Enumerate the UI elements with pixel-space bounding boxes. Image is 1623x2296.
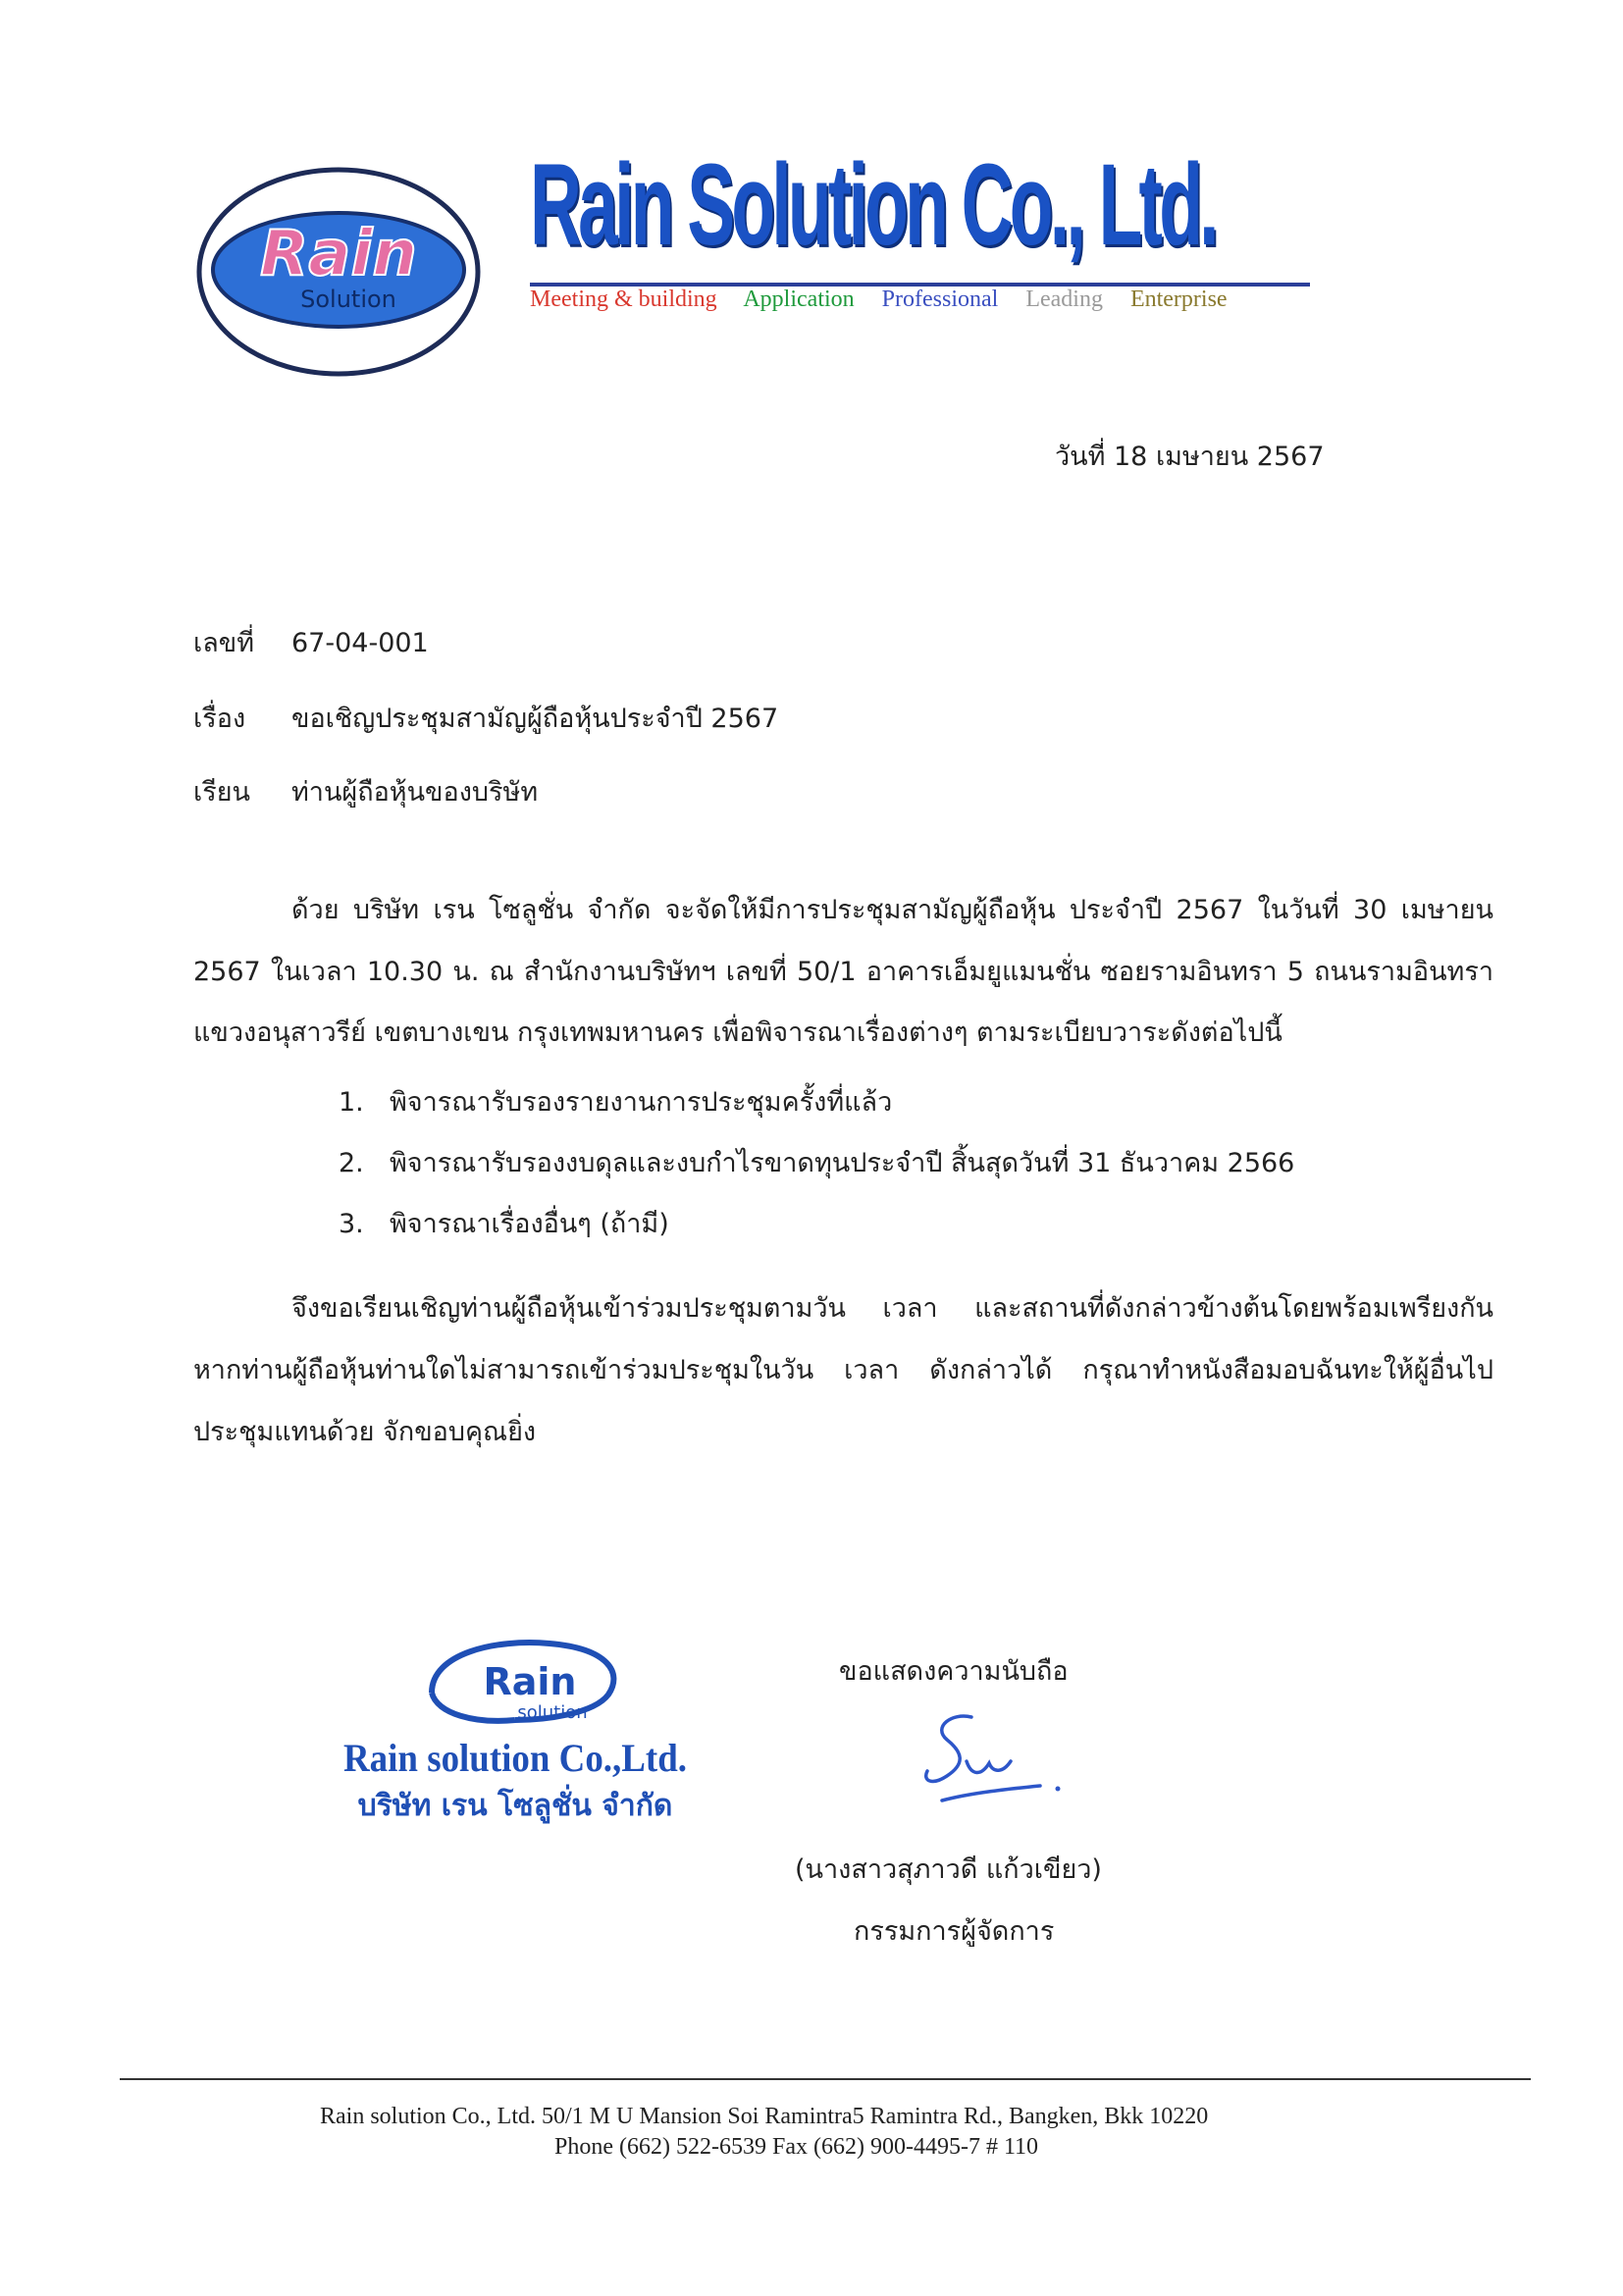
tagline (530, 287, 1249, 313)
agenda-text: พิจารณารับรองรายงานการประชุมครั้งที่แล้ว (390, 1087, 893, 1118)
paragraph1-line: 2567 ในเวลา 10.30 น. ณ สำนักงานบริษัทฯ เลขที่ 50/1 อาคารเอ็มยูแมนชั่น ซอยรามอินทรา 5 ถนนรามอินทรา (193, 957, 1493, 987)
footer-contact: Phone (662) 522-6539 Fax (662) 900-4495-7 # 110 (554, 2134, 1039, 2160)
agenda-text: พิจารณาเรื่องอื่นๆ (ถ้ามี) (390, 1209, 669, 1239)
tagline-item: Professional (881, 287, 999, 312)
tagline-item: Leading (1025, 287, 1103, 312)
logo-subtext: Solution (300, 286, 396, 313)
closing-phrase: ขอแสดงความนับถือ (839, 1656, 1069, 1687)
subject-value: ขอเชิญประชุมสามัญผู้ถือหุ้นประจำปี 2567 (291, 704, 779, 734)
stamp-company-en: Rain solution Co.,Ltd. (343, 1736, 687, 1780)
paragraph2-line: หากท่านผู้ถือหุ้นท่านใดไม่สามารถเข้าร่วมประชุมในวัน เวลา ดังกล่าวได้ กรุณาทำหนังสือมอบฉันทะให้ผู้อื่นไป (193, 1355, 1493, 1385)
signer-name: (นางสาวสุภาวดี แก้วเขียว) (795, 1854, 1102, 1885)
letter-number-label: เลขที่ (193, 628, 255, 658)
company-logo (191, 162, 486, 383)
company-stamp (329, 1634, 702, 1840)
paragraph1-line: แขวงอนุสาวรีย์ เขตบางเขน กรุงเทพมหานคร เพื่อพิจารณาเรื่องต่างๆ ตามระเบียบวาระดังต่อไปนี้ (193, 1018, 1283, 1048)
stamp-logo-subtext: solution (517, 1702, 588, 1723)
letter-date: วันที่ 18 เมษายน 2567 (1055, 442, 1325, 472)
agenda-text: พิจารณารับรองงบดุลและงบกำไรขาดทุนประจำปี สิ้นสุดวันที่ 31 ธันวาคม 2566 (390, 1148, 1295, 1178)
agenda-item (339, 1148, 1294, 1179)
subject-row (193, 704, 778, 735)
letter-number-row (193, 628, 429, 659)
subject-label: เรื่อง (193, 704, 246, 734)
paragraph2-line: ประชุมแทนด้วย จักขอบคุณยิ่ง (193, 1417, 537, 1447)
stamp-company-th: บริษัท เรน โซลูชั่น จำกัด (357, 1789, 673, 1823)
agenda-item (339, 1087, 892, 1119)
agenda-number: 2. (339, 1148, 364, 1178)
tagline-item: Enterprise (1129, 287, 1228, 312)
recipient-label: เรียน (193, 777, 251, 808)
tagline-item: Application (743, 287, 855, 312)
agenda-item (339, 1209, 669, 1240)
signer-title: กรรมการผู้จัดการ (854, 1916, 1055, 1947)
paragraph1-line: ด้วย บริษัท เรน โซลูชั่น จำกัด จะจัดให้มีการประชุมสามัญผู้ถือหุ้น ประจำปี 2567 ในวันที่ 30 เมษายน (291, 895, 1493, 925)
paragraph2-line: จึงขอเรียนเชิญท่านผู้ถือหุ้นเข้าร่วมประชุมตามวัน เวลา และสถานที่ดังกล่าวข้างต้นโดยพร้อมเพรียงกัน (291, 1293, 1493, 1324)
company-title: Rain Solution Co., Ltd. (530, 140, 1216, 270)
footer-address: Rain solution Co., Ltd. 50/1 M U Mansion Soi Ramintra5 Ramintra Rd., Bangken, Bkk 10220 (320, 2104, 1209, 2129)
agenda-number: 3. (339, 1209, 364, 1239)
letter-number-value: 67-04-001 (291, 628, 429, 658)
logo-text: Rain (260, 218, 417, 290)
stamp-logo-text: Rain (483, 1660, 577, 1703)
tagline-item: Meeting & building (530, 287, 717, 312)
recipient-value: ท่านผู้ถือหุ้นของบริษัท (291, 777, 539, 808)
footer-divider (120, 2078, 1531, 2080)
agenda-number: 1. (339, 1087, 364, 1118)
handwritten-signature (913, 1702, 1070, 1820)
recipient-row (193, 777, 538, 809)
